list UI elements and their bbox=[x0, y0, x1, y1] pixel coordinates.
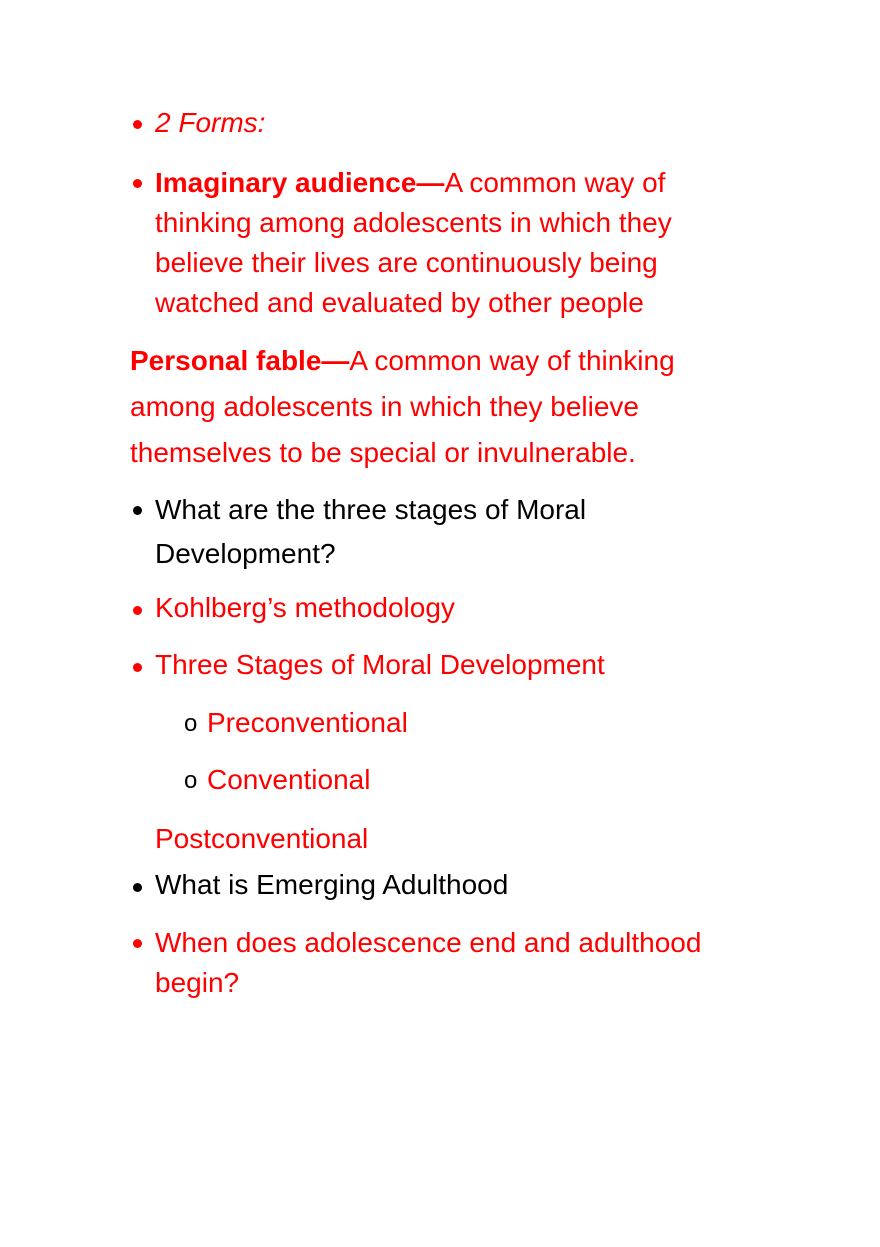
question-text: When does adolescence end and adulthood bbox=[155, 927, 702, 958]
definition-text: among adolescents in which they believe bbox=[130, 391, 639, 422]
imaginary-audience-term: Imaginary audience— bbox=[155, 167, 445, 198]
stage-postconventional: Postconventional bbox=[155, 823, 369, 854]
personal-fable-item bbox=[130, 338, 675, 476]
bullet-icon bbox=[133, 179, 142, 188]
definition-text: themselves to be special or invulnerable. bbox=[130, 437, 636, 468]
bullet-icon bbox=[133, 883, 142, 892]
definition-text: believe their lives are continuously being bbox=[155, 247, 658, 278]
three-stages-item: Three Stages of Moral Development bbox=[155, 649, 605, 680]
bullet-icon bbox=[133, 506, 142, 515]
circle-bullet-icon: o bbox=[184, 767, 198, 794]
definition-text: A common way of thinking bbox=[349, 345, 675, 376]
bullet-icon bbox=[133, 606, 142, 615]
definition-text: watched and evaluated by other people bbox=[155, 287, 644, 318]
question-emerging-adulthood: What is Emerging Adulthood bbox=[155, 869, 509, 900]
imaginary-audience-item bbox=[155, 163, 672, 323]
bullet-icon bbox=[133, 939, 142, 948]
circle-bullet-icon: o bbox=[184, 710, 198, 737]
stage-conventional: Conventional bbox=[207, 764, 371, 795]
forms-heading: 2 Forms: bbox=[155, 107, 266, 138]
question-text: begin? bbox=[155, 967, 240, 998]
question-moral-stages bbox=[155, 488, 586, 576]
kohlberg-item: Kohlberg’s methodology bbox=[155, 592, 455, 623]
personal-fable-term: Personal fable— bbox=[130, 345, 350, 376]
definition-text: A common way of bbox=[444, 167, 666, 198]
question-text: What are the three stages of Moral bbox=[155, 494, 587, 525]
question-adolescence-end bbox=[155, 923, 701, 1003]
bullet-icon bbox=[133, 120, 142, 129]
stage-preconventional: Preconventional bbox=[207, 707, 408, 738]
question-text: Development? bbox=[155, 538, 336, 569]
bullet-icon bbox=[133, 663, 142, 672]
definition-text: thinking among adolescents in which they bbox=[155, 207, 672, 238]
